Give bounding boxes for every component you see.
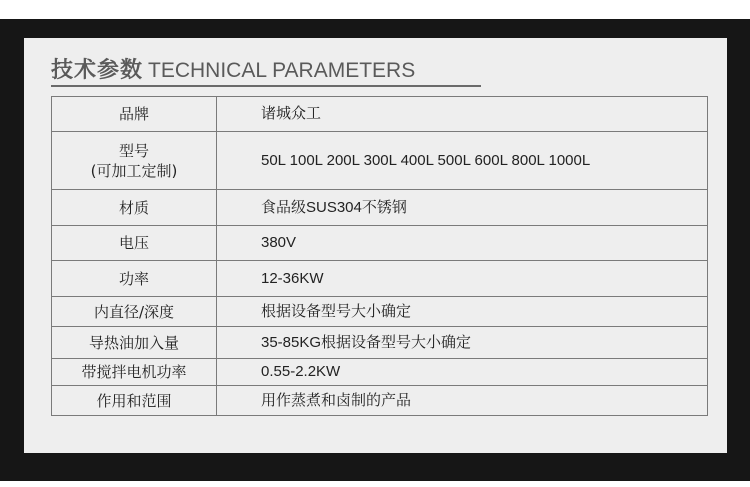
row-label: 功率 bbox=[52, 261, 217, 297]
table-row bbox=[52, 132, 708, 190]
row-value: 诸城众工 bbox=[217, 97, 708, 132]
row-value: 12-36KW bbox=[217, 261, 708, 297]
table-row bbox=[52, 386, 708, 416]
row-value: 50L 100L 200L 300L 400L 500L 600L 800L 1000L bbox=[217, 132, 708, 190]
row-value: 根据设备型号大小确定 bbox=[217, 297, 708, 327]
row-value: 食品级SUS304不锈钢 bbox=[217, 190, 708, 226]
table-row bbox=[52, 327, 708, 359]
table-row bbox=[52, 359, 708, 386]
row-value: 35-85KG根据设备型号大小确定 bbox=[217, 327, 708, 359]
row-label-line2: (可加工定制) bbox=[90, 161, 178, 180]
row-label: 内直径/深度 bbox=[52, 297, 217, 327]
row-label bbox=[52, 132, 217, 190]
table-row bbox=[52, 297, 708, 327]
row-value: 0.55-2.2KW bbox=[217, 359, 708, 386]
row-label: 材质 bbox=[52, 190, 217, 226]
table-row bbox=[52, 226, 708, 261]
table-row bbox=[52, 97, 708, 132]
row-label-line1: 型号 bbox=[118, 141, 149, 160]
heading-title-cn: 技术参数 bbox=[51, 58, 144, 83]
row-value: 用作蒸煮和卤制的产品 bbox=[217, 386, 708, 416]
heading-title-en: TECHNICAL PARAMETERS bbox=[148, 59, 416, 82]
row-label: 电压 bbox=[52, 226, 217, 261]
row-label: 作用和范围 bbox=[52, 386, 217, 416]
row-value: 380V bbox=[217, 226, 708, 261]
table-row bbox=[52, 190, 708, 226]
row-label: 导热油加入量 bbox=[52, 327, 217, 359]
row-label: 品牌 bbox=[52, 97, 217, 132]
heading-underline bbox=[51, 85, 481, 87]
parameters-table bbox=[51, 96, 708, 416]
row-label: 带搅拌电机功率 bbox=[52, 359, 217, 386]
section-heading bbox=[51, 58, 415, 84]
table-row bbox=[52, 261, 708, 297]
